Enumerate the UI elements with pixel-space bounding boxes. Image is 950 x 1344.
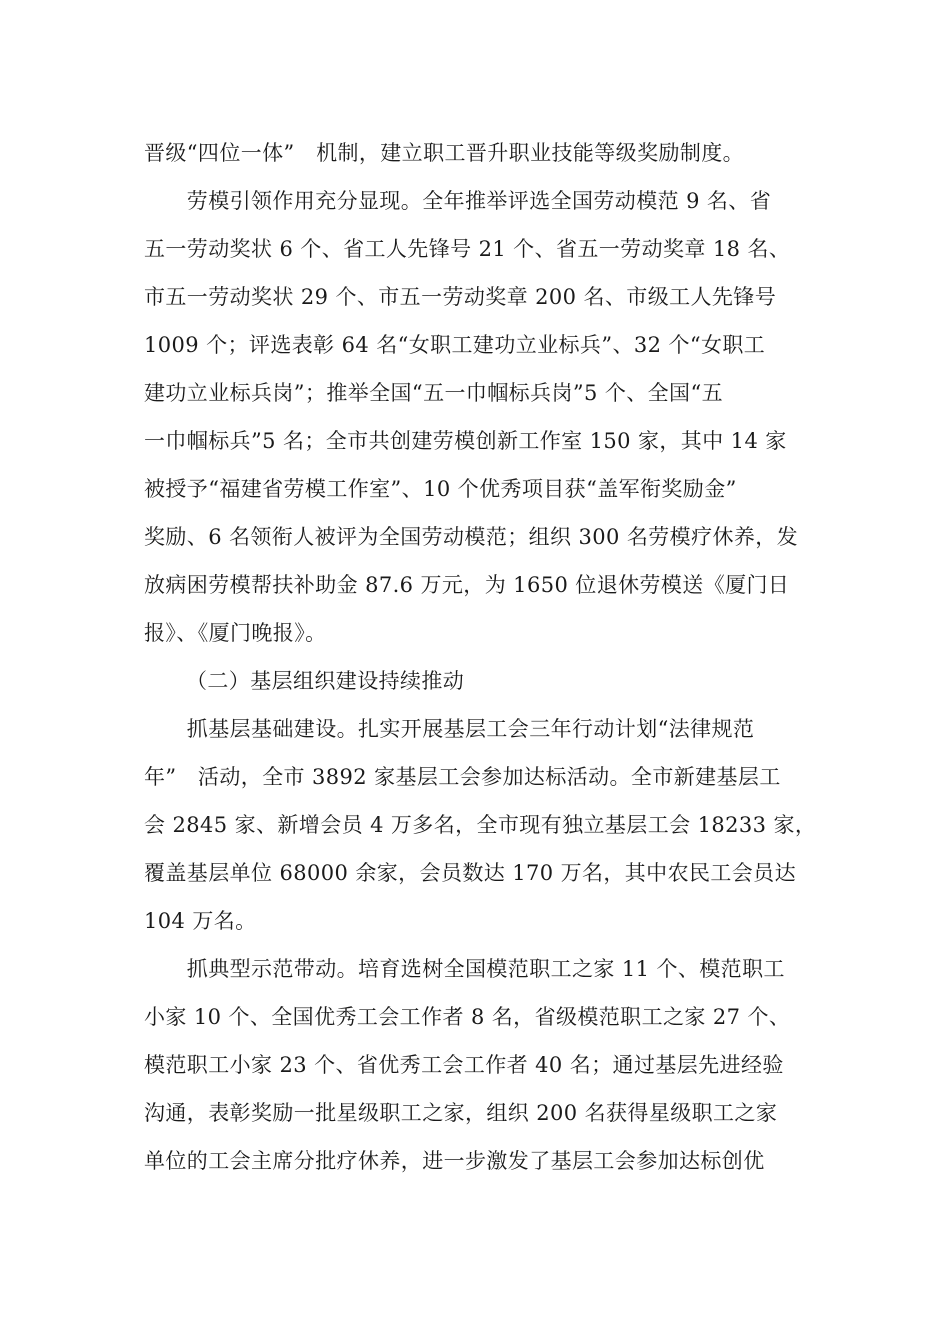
text-line: 小家 10 个、全国优秀工会工作者 8 名，省级模范职工之家 27 个、 xyxy=(144,1005,791,1029)
text-line: 104 万名。 xyxy=(144,909,257,933)
text-line: 被授予“福建省劳模工作室”、10 个优秀项目获“盖军衔奖励金” xyxy=(144,477,737,501)
text-line: 奖励、6 名领衔人被评为全国劳动模范；组织 300 名劳模疗休养，发 xyxy=(144,525,799,549)
text-line: 报》、《厦门晚报》。 xyxy=(144,621,327,645)
text-line: 单位的工会主席分批疗休养，进一步激发了基层工会参加达标创优 xyxy=(144,1149,765,1173)
text-line: 放病困劳模帮扶补助金 87.6 万元，为 1650 位退休劳模送《厦门日 xyxy=(144,573,790,597)
text-line: 模范职工小家 23 个、省优秀工会工作者 40 名；通过基层先进经验 xyxy=(144,1053,784,1077)
section-heading: （二）基层组织建设持续推动 xyxy=(186,669,465,693)
text-line: 沟通，表彰奖励一批星级职工之家，组织 200 名获得星级职工之家 xyxy=(144,1101,778,1125)
text-line: 晋级“四位一体” 机制，建立职工晋升职业技能等级奖励制度。 xyxy=(144,141,745,165)
text-line: 会 2845 家、新增会员 4 万多名，全市现有独立基层工会 18233 家， xyxy=(144,813,817,837)
text-line: 抓基层基础建设。扎实开展基层工会三年行动计划“法律规范 xyxy=(144,717,755,741)
text-line: 年” 活动，全市 3892 家基层工会参加达标活动。全市新建基层工 xyxy=(144,765,781,789)
text-line: 1009 个；评选表彰 64 名“女职工建功立业标兵”、32 个“女职工 xyxy=(144,333,766,357)
text-line: 市五一劳动奖状 29 个、市五一劳动奖章 200 名、市级工人先锋号 xyxy=(144,285,777,309)
text-line: 覆盖基层单位 68000 余家，会员数达 170 万名，其中农民工会员达 xyxy=(144,861,796,885)
text-line: 建功立业标兵岗”；推举全国“五一巾帼标兵岗”5 个、全国“五 xyxy=(144,381,723,405)
text-line: 一巾帼标兵”5 名；全市共创建劳模创新工作室 150 家，其中 14 家 xyxy=(144,429,787,453)
text-line: 抓典型示范带动。培育选树全国模范职工之家 11 个、模范职工 xyxy=(144,957,785,981)
text-line: 五一劳动奖状 6 个、省工人先锋号 21 个、省五一劳动奖章 18 名、 xyxy=(144,237,791,261)
text-line: 劳模引领作用充分显现。全年推举评选全国劳动模范 9 名、省 xyxy=(144,189,772,213)
